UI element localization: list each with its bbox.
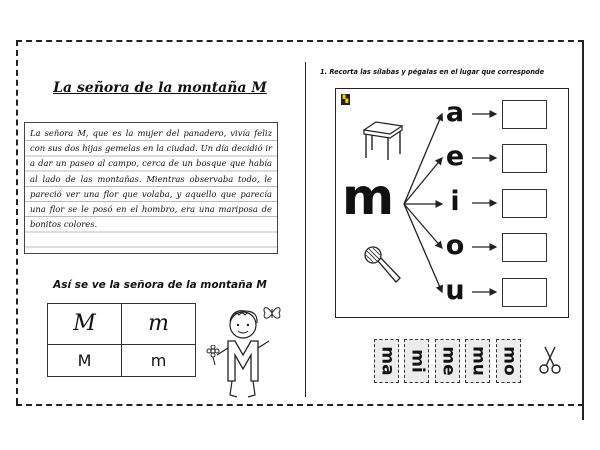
print-uppercase-m: M: [48, 344, 122, 376]
instruction-text: 1. Recorta las sílabas y pégalas en el lugar que corresponde: [320, 68, 545, 76]
vowel-e: e: [445, 141, 465, 172]
story-text: La señora M, que es la mujer del panadero, vivía feliz con sus dos hijas gemelas en la ciudad. Un día decidió ir a dar un paseo al campo, cerca de un bosque que había al lado de las montañas. Mientras observaba todo, le pareció ver una flor que volaba, y aquello que parecía una flor se le posó en el hombro, era una mariposa de bonitos colores.: [24, 122, 278, 254]
cut-border-left: [16, 40, 18, 404]
flower-icon: [205, 345, 221, 365]
print-lowercase-m: m: [122, 344, 196, 376]
cut-border-top: [16, 40, 584, 42]
short-arrows: [470, 100, 500, 300]
microphone-icon: [362, 244, 402, 286]
consonant-m: m: [342, 168, 395, 226]
syllable-card[interactable]: mi: [404, 339, 429, 383]
vowel-a: a: [445, 97, 465, 128]
fan-arrows: [400, 100, 448, 300]
answer-box-u[interactable]: [502, 278, 547, 307]
cursive-uppercase-m: M: [48, 304, 122, 345]
vowel-u: u: [445, 275, 465, 306]
cursive-lowercase-m: m: [122, 304, 196, 345]
syllable-card[interactable]: me: [435, 339, 460, 383]
syllable-card[interactable]: ma: [374, 339, 399, 383]
butterfly-icon: [262, 304, 282, 322]
answer-box-e[interactable]: [502, 144, 547, 173]
answer-box-o[interactable]: [502, 233, 547, 262]
letter-section-title: Así se ve la señora de la montaña M: [53, 279, 267, 291]
letter-m-table: [47, 303, 196, 377]
scissors-icon: [538, 345, 564, 375]
page-right-edge: [582, 40, 584, 420]
syllable-card[interactable]: mo: [496, 339, 521, 383]
logo-badge: ▚: [342, 96, 349, 103]
vowel-i: i: [450, 186, 460, 217]
story-title: La señora de la montaña M: [53, 80, 267, 96]
answer-box-i[interactable]: [502, 189, 547, 218]
table-icon: [360, 120, 404, 162]
answer-box-a[interactable]: [502, 100, 547, 129]
syllable-card[interactable]: mu: [465, 339, 490, 383]
column-divider: [305, 62, 306, 397]
cut-border-bottom: [16, 404, 584, 406]
vowel-o: o: [445, 230, 465, 261]
